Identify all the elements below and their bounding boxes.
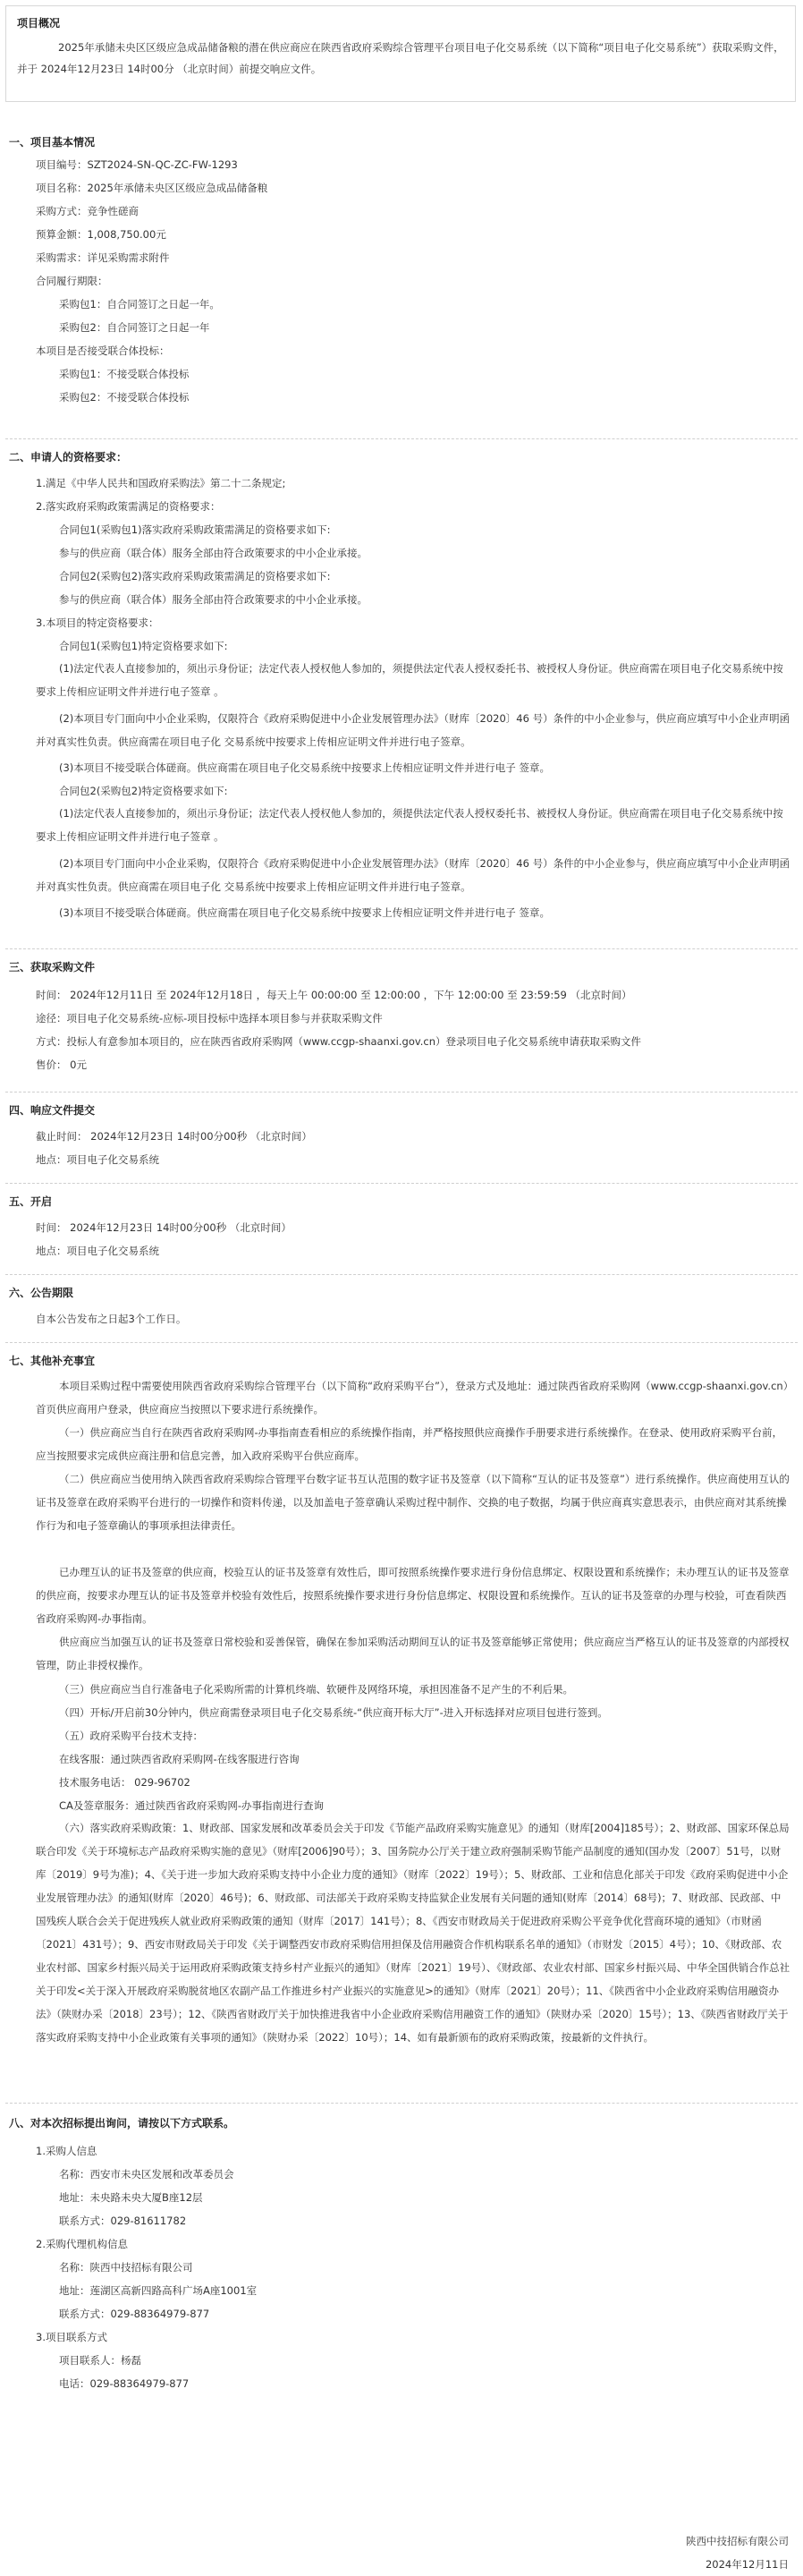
purchaser-address: 地址：未央路未央大厦B座12层 [59,2191,203,2204]
obtain-price: 售价： 0元 [36,1058,87,1071]
project-number: 项目编号：SZT2024-SN-QC-ZC-FW-1293 [36,158,238,171]
qualification-paragraph: (2)本项目专门面向中小企业采购，仅限符合《政府采购促进中小企业发展管理办法》（财库〔2020〕46 号）条件的中小企业参与，供应商应填写中小企业声明函并对真实性负责。供应商需在项目电子化 交易系统中按要求上传相应证明文件并进行电子签章。 [36,857,790,893]
qualification-line: 3.本项目的特定资格要求： [36,616,159,629]
section-heading-notice-period: 六、公告期限 [9,1287,74,1299]
agency-address: 地址：莲湖区高新四路高科广场A座1001室 [59,2284,258,2297]
qualification-line: 参与的供应商（联合体）服务全部由符合政策要求的中小企业承接。 [59,547,368,559]
divider [5,2103,798,2104]
project-contact-person: 项目联系人：杨磊 [59,2354,141,2367]
qualification-line: 合同包2(采购包2)特定资格要求如下: [59,785,228,797]
divider [5,948,798,949]
obtain-method: 方式：投标人有意参加本项目的，应在陕西省政府采购网（www.ccgp-shaanxi.gov.cn）登录项目电子化交易系统申请获取采购文件 [36,1035,642,1048]
purchaser-phone: 联系方式：029-81611782 [59,2215,187,2227]
obtain-channel: 途径：项目电子化交易系统-应标-项目投标中选择本项目参与并获取采购文件 [36,1012,383,1024]
supplementary-paragraph: 本项目采购过程中需要使用陕西省政府采购综合管理平台（以下简称“政府采购平台”），登录方式及地址：通过陕西省政府采购网（www.ccgp-shaanxi.gov.cn）首页供应商用户登录，供应商应当按照以下要求进行系统操作。 [36,1380,789,1416]
supplementary-paragraph: 供应商应当加强互认的证书及签章日常校验和妥善保管，确保在参加采购活动期间互认的证书及签章能够正常使用；供应商应当严格互认的证书及签章的内部授权管理，防止非授权操作。 [36,1636,790,1671]
divider [5,438,798,439]
supplementary-line: （五）政府采购平台技术支持： [59,1730,203,1742]
section-heading-basic-info: 一、项目基本情况 [9,136,96,149]
project-contact-phone: 电话：029-88364979-877 [59,2377,190,2390]
procurement-method: 采购方式：竞争性磋商 [36,205,139,217]
qualification-line: (3)本项目不接受联合体磋商。供应商需在项目电子化交易系统中按要求上传相应证明文件并进行电子 签章。 [59,761,550,774]
supplementary-line: （四）开标/开启前30分钟内，供应商需登录项目电子化交易系统-“供应商开标大厅”-进入开标选择对应项目包进行签到。 [59,1706,608,1719]
divider [5,1274,798,1275]
online-support: 在线客服：通过陕西省政府采购网-在线客服进行咨询 [59,1753,300,1765]
project-name: 项目名称：2025年承储未央区区级应急成品储备粮 [36,182,268,194]
supplementary-paragraph: 已办理互认的证书及签章的供应商，校验互认的证书及签章有效性后，即可按照系统操作要求进行身份信息绑定、权限设置和系统操作；未办理互认的证书及签章的供应商，按要求办理互认的证书及签章并校验有效性后，按照系统操作要求进行身份信息绑定、权限设置和系统操作。互认的证书及签章的办理与校验，可查看陕西省政府采购网-办事指南。 [36,1566,790,1625]
divider [5,1342,798,1343]
supplementary-paragraph: （二）供应商应当使用纳入陕西省政府采购综合管理平台数字证书互认范围的数字证书及签章（以下简称“互认的证书及签章”）进行系统操作。供应商使用互认的证书及签章在政府采购平台进行的一切操作和资料传递，以及加盖电子签章确认采购过程中制作、交换的电子数据，均属于供应商真实意思表示，由供应商对其系统操作行为和电子签章确认的事项承担法律责任。 [36,1473,790,1532]
obtain-time: 时间： 2024年12月11日 至 2024年12月18日 ，每天上午 00:00:00 至 12:00:00 ，下午 12:00:00 至 23:59:59 （北京时间） [36,989,632,1001]
agency-name: 名称：陕西中技招标有限公司 [59,2261,193,2274]
overview-text: 2025年承储未央区区级应急成品储备粮的潜在供应商应在陕西省政府采购综合管理平台项目电子化交易系统（以下简称“项目电子化交易系统”）获取采购文件，并于 2024年12月23日 14时00分 （北京时间）前提交响应文件。 [17,41,784,75]
policy-paragraph: （六）落实政府采购政策：1、财政部、国家发展和改革委员会关于印发《节能产品政府采购实施意见》的通知（财库[2004]185号）；2、财政部、国家环保总局联合印发《关于环境标志产品政府采购实施的意见》（财库[2006]90号）；3、国务院办公厅关于建立政府强制采购节能产品制度的通知(国办发〔2007〕51号，以财库〔2019〕9号为准)；4、《关于进一步加大政府采购支持中小企业力度的通知》（财库〔2022〕19号）；5、财政部、工业和信息化部关于印发《政府采购促进中小企业发展管理办法》的通知(财库〔2020〕46号)；6、财政部、司法部关于政府采购支持监狱企业发展有关问题的通知(财库〔2014〕68号)；7、财政部、民政部、中国残疾人联合会关于促进残疾人就业政府采购政策的通知（财库〔2017〕141号）；8、《西安市财政局关于促进政府采购公平竞争优化营商环境的通知》（市财函〔2021〕431号）；9、西安市财政局关于印发《关于调整西安市政府采购信用担保及信用融资合作机构联系名单的通知》（市财发〔2015〕4号）；10、《财政部、农业农村部、国家乡村振兴局关于运用政府采购政策支持乡村产业振兴的通知》（财库〔2021〕19号）、《财政部、农业农村部、国家乡村振兴局、中华全国供销合作总社关于印发<关于深入开展政府采购脱贫地区农副产品工作推进乡村产业振兴的实施意见>的通知》（财库〔2021〕20号）；11、《陕西省中小企业政府采购信用融资办法》（陕财办采〔2018〕23号）；12、《陕西省财政厅关于加快推进我省中小企业政府采购信用融资工作的通知》（陕财办采〔2020〕15号）；13、《陕西省财政厅关于落实政府采购支持中小企业政策有关事项的通知》（陕财办采〔2022〕10号）；14、如有最新颁布的政府采购政策，按最新的文件执行。 [36,1822,790,2044]
qualification-paragraph: (2)本项目专门面向中小企业采购，仅限符合《政府采购促进中小企业发展管理办法》（财库〔2020〕46 号）条件的中小企业参与，供应商应填写中小企业声明函并对真实性负责。供应商需在项目电子化 交易系统中按要求上传相应证明文件并进行电子签章。 [36,712,790,748]
section-heading-obtain-docs: 三、获取采购文件 [9,961,96,973]
qualification-line: 合同包2(采购包2)落实政府采购政策需满足的资格要求如下: [59,570,331,582]
overview-box [5,5,796,102]
section-heading-supplementary: 七、其他补充事宜 [9,1355,96,1367]
overview-title: 项目概况 [17,17,61,30]
footer-date: 2024年12月11日 [705,2558,789,2571]
qualification-line: (3)本项目不接受联合体磋商。供应商需在项目电子化交易系统中按要求上传相应证明文件并进行电子 签章。 [59,906,550,919]
supplementary-line: （三）供应商应当自行准备电子化采购所需的计算机终端、软硬件及网络环境，承担因准备不足产生的不利后果。 [59,1683,573,1696]
supplementary-paragraph: （一）供应商应当自行在陕西省政府采购网-办事指南查看相应的系统操作指南，并严格按照供应商操作手册要求进行系统操作。在登录、使用政府采购平台前，应当按照要求完成供应商注册和信息完善，加入政府采购平台供应商库。 [36,1426,783,1462]
qualification-paragraph: (1)法定代表人直接参加的，须出示身份证；法定代表人授权他人参加的，须提供法定代表人授权委托书、被授权人身份证。供应商需在项目电子化交易系统中按要求上传相应证明文件并进行电子签章 。 [36,662,783,698]
consortium-pkg2: 采购包2：不接受联合体投标 [59,391,190,404]
budget-amount: 预算金额：1,008,750.00元 [36,228,166,241]
agency-info-label: 2.采购代理机构信息 [36,2238,128,2250]
section-heading-contact: 八、对本次招标提出询问，请按以下方式联系。 [9,2117,235,2130]
contract-term-label: 合同履行期限： [36,275,108,287]
ca-service: CA及签章服务：通过陕西省政府采购网-办事指南进行查询 [59,1799,325,1812]
purchaser-name: 名称：西安市未央区发展和改革委员会 [59,2168,234,2181]
qualification-line: 1.满足《中华人民共和国政府采购法》第二十二条规定; [36,477,286,489]
section-heading-opening: 五、开启 [9,1195,53,1208]
opening-place: 地点：项目电子化交易系统 [36,1245,159,1257]
notice-period: 自本公告发布之日起3个工作日。 [36,1313,187,1325]
qualification-line: 2.落实政府采购政策需满足的资格要求： [36,500,221,513]
qualification-line: 合同包1(采购包1)落实政府采购政策需满足的资格要求如下: [59,523,331,536]
project-contact-label: 3.项目联系方式 [36,2331,107,2343]
procurement-demand: 采购需求：详见采购需求附件 [36,251,170,264]
submission-deadline: 截止时间： 2024年12月23日 14时00分00秒 （北京时间） [36,1130,312,1143]
agency-phone: 联系方式：029-88364979-877 [59,2308,210,2320]
tech-support-phone: 技术服务电话： 029-96702 [59,1776,190,1789]
qualification-line: 参与的供应商（联合体）服务全部由符合政策要求的中小企业承接。 [59,593,368,606]
divider [5,1183,798,1184]
section-heading-submission: 四、响应文件提交 [9,1104,96,1117]
qualification-paragraph: (1)法定代表人直接参加的，须出示身份证；法定代表人授权他人参加的，须提供法定代表人授权委托书、被授权人身份证。供应商需在项目电子化交易系统中按要求上传相应证明文件并进行电子签章 。 [36,807,783,843]
opening-time: 时间： 2024年12月23日 14时00分00秒 （北京时间） [36,1221,292,1234]
qualification-line: 合同包1(采购包1)特定资格要求如下: [59,640,228,652]
section-heading-qualifications: 二、申请人的资格要求： [9,451,128,463]
consortium-pkg1: 采购包1：不接受联合体投标 [59,368,190,380]
submission-place: 地点：项目电子化交易系统 [36,1153,159,1166]
purchaser-info-label: 1.采购人信息 [36,2145,97,2157]
footer-org: 陕西中技招标有限公司 [686,2535,789,2547]
contract-term-pkg1: 采购包1：自合同签订之日起一年。 [59,298,220,310]
consortium-label: 本项目是否接受联合体投标： [36,344,170,357]
contract-term-pkg2: 采购包2：自合同签订之日起一年 [59,321,210,334]
